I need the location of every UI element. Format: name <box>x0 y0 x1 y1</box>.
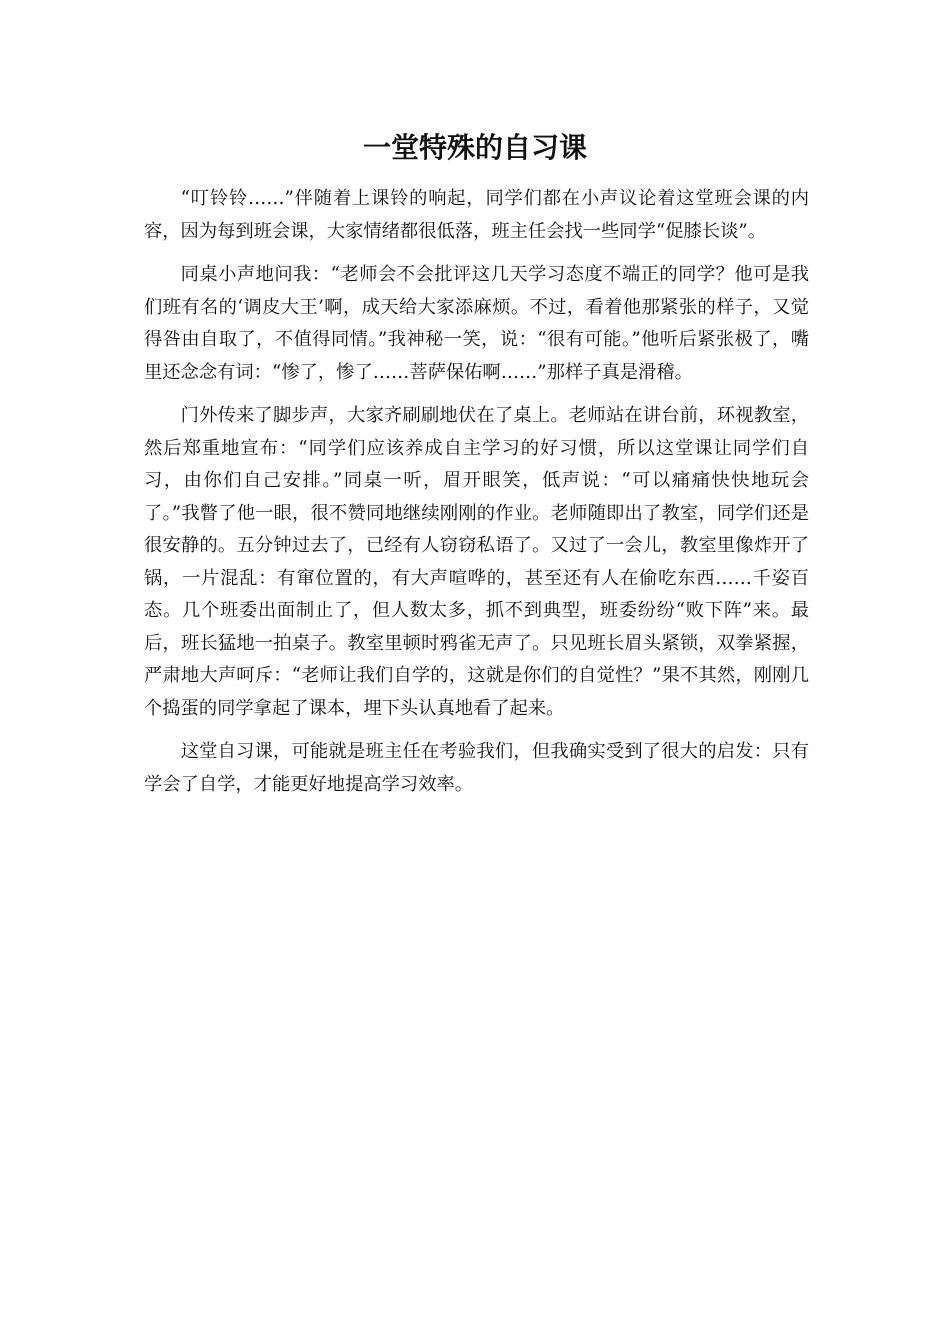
paragraph-4: 这堂自习课，可能就是班主任在考验我们，但我确实受到了很大的启发：只有学会了自学，才能更好地提高学习效率。 <box>144 741 809 795</box>
paragraph-3: 门外传来了脚步声，大家齐刷刷地伏在了桌上。老师站在讲台前，环视教室，然后郑重地宣布：“同学们应该养成自主学习的好习惯，所以这堂课让同学们自习，由你们自己安排。”同桌一听，眉开眼笑，低声说：“可以痛痛快快地玩会了。”我瞥了他一眼，很不赞同地继续刚刚的作业。老师随即出了教室，同学们还是很安静的。五分钟过去了，已经有人窃窃私语了。又过了一会儿，教室里像炸开了锅，一片混乱：有窜位置的，有大声喧哗的，甚至还有人在偷吃东西……千姿百态。几个班委出面制止了，但人数太多，抓不到典型，班委纷纷“败下阵”来。最后，班长猛地一拍桌子。教室里顿时鸦雀无声了。只见班长眉头紧锁，双拳紧握，严肃地大声呵斥：“老师让我们自学的，这就是你们的自觉性？”果不其然，刚刚几个捣蛋的同学拿起了课本，埋下头认真地看了起来。 <box>144 405 809 719</box>
document-title: 一堂特殊的自习课 <box>362 131 587 164</box>
paragraph-1: “叮铃铃……”伴随着上课铃的响起，同学们都在小声议论着这堂班会课的内容，因为每到班会课，大家情绪都很低落，班主任会找一些同学“促膝长谈”。 <box>144 188 809 242</box>
document-body <box>144 183 809 812</box>
paragraph-2: 同桌小声地问我：“老师会不会批评这几天学习态度不端正的同学？他可是我们班有名的‘调皮大王’啊，成天给大家添麻烦。不过，看着他那紧张的样子，又觉得咎由自取了，不值得同情。”我神秘一笑，说：“很有可能。”他听后紧张极了，嘴里还念念有词：“惨了，惨了……菩萨保佑啊……”那样子真是滑稽。 <box>144 264 809 383</box>
